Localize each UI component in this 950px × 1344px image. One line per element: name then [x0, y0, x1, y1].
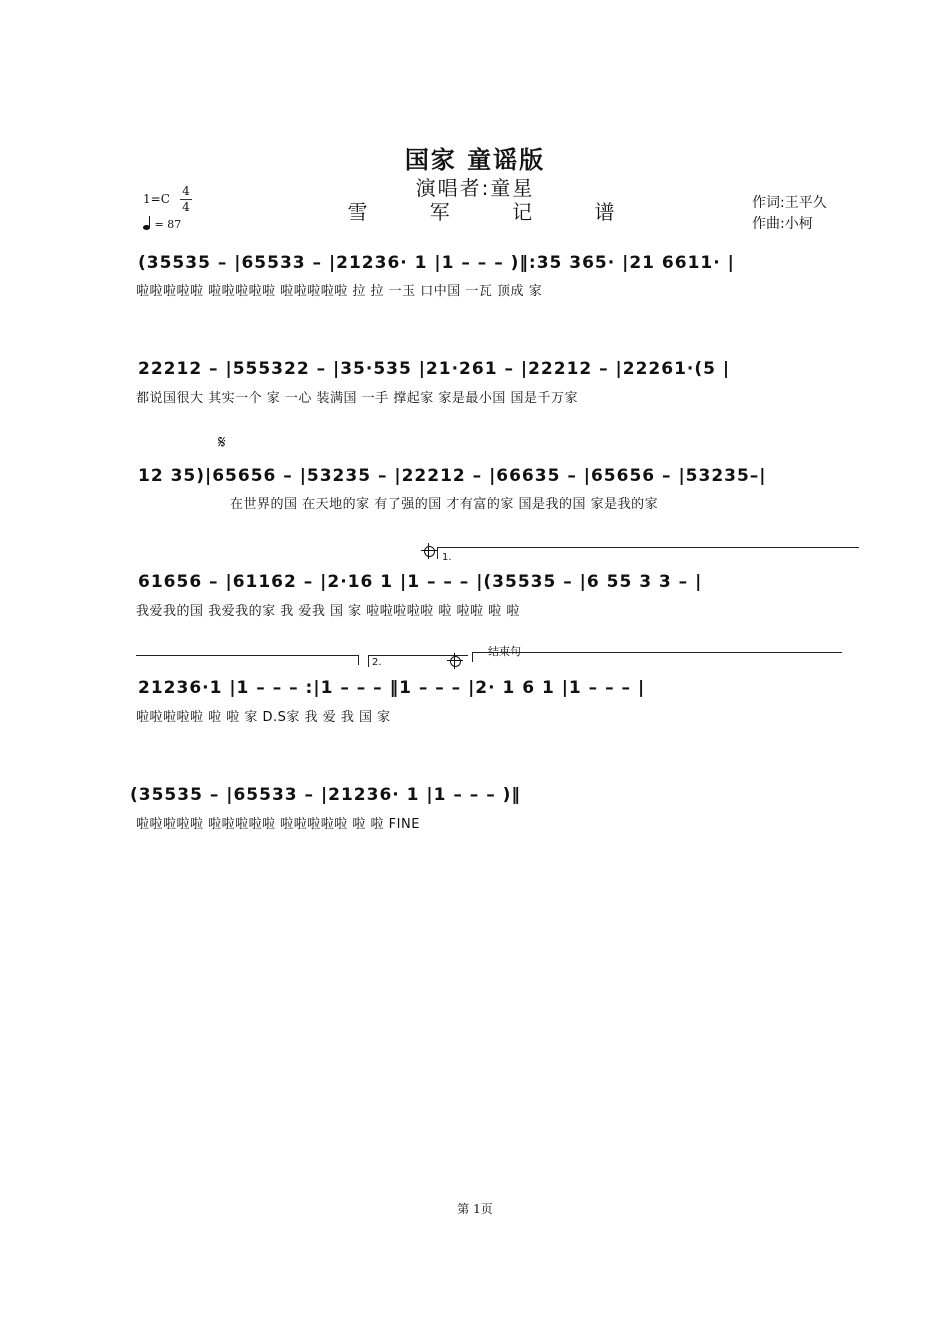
volta-1-end	[358, 655, 359, 665]
transcriber-line: 雪 军 记 谱	[347, 200, 643, 224]
volta-2-start	[368, 655, 369, 667]
volta-2-label: 2.	[372, 657, 382, 668]
coda-icon	[450, 656, 461, 667]
coda-icon	[424, 546, 435, 557]
row-3-notes: 12 35)|65656 – |53235 – |22212 – |66635 – |65656 – |53235–|	[138, 466, 767, 486]
ending-bracket-start	[472, 652, 473, 662]
ending-bracket-line	[472, 652, 842, 653]
volta-1-line	[437, 547, 859, 548]
row-4-lyrics: 我爱我的国 我爱我的家 我 爱我 国 家 啦啦啦啦啦 啦 啦啦 啦 啦	[136, 604, 520, 619]
singer-line: 演唱者:童星	[415, 176, 535, 200]
tempo-value: = 87	[154, 218, 182, 231]
ending-label: 结束句	[488, 645, 521, 658]
key-signature: 1=C	[143, 192, 170, 206]
time-signature	[180, 184, 192, 215]
time-signature-bottom: 4	[182, 200, 190, 214]
segno-icon: 𝄋	[218, 432, 226, 453]
page-number: 第 1页	[457, 1202, 493, 1216]
lyricist-credit: 作词:王平久	[752, 195, 827, 211]
composer-credit: 作曲:小柯	[752, 216, 813, 232]
row-1-lyrics: 啦啦啦啦啦 啦啦啦啦啦 啦啦啦啦啦 拉 拉 一玉 口中国 一瓦 顶成 家	[136, 284, 543, 299]
row-4-notes: 61656 – |61162 – |2·16 1 |1 – – – |(35535 – |6 55 3 3 – |	[138, 572, 703, 592]
row-3-lyrics: 在世界的国 在天地的家 有了强的国 才有富的家 国是我的国 家是我的家	[230, 497, 659, 512]
time-signature-top: 4	[182, 184, 190, 198]
quarter-note-icon	[143, 218, 151, 230]
row-2-notes: 22212 – |555322 – |35·535 |21·261 – |22212 – |22261·(5 |	[138, 359, 731, 379]
song-title: 国家 童谣版	[404, 146, 546, 174]
volta-1-start	[437, 547, 438, 559]
row-5-lyrics: 啦啦啦啦啦 啦 啦 家 D.S家 我 爱 我 国 家	[136, 710, 391, 725]
row-6-notes: (35535 – |65533 – |21236· 1 |1 – – – )‖	[130, 785, 521, 805]
row-1-notes: (35535 – |65533 – |21236· 1 |1 – – – )‖:35 365· |21 6611· |	[138, 253, 735, 273]
row-6-lyrics: 啦啦啦啦啦 啦啦啦啦啦 啦啦啦啦啦 啦 啦 FINE	[136, 817, 420, 832]
row-5-notes: 21236·1 |1 – – – :|1 – – – ‖1 – – – |2· 1 6 1 |1 – – – |	[138, 678, 646, 698]
tempo-marking	[143, 218, 181, 231]
volta-1-label: 1.	[442, 552, 452, 563]
row-2-lyrics: 都说国很大 其实一个 家 一心 装满国 一手 撑起家 家是最小国 国是千万家	[136, 391, 579, 406]
volta-1-continuation	[136, 655, 358, 656]
